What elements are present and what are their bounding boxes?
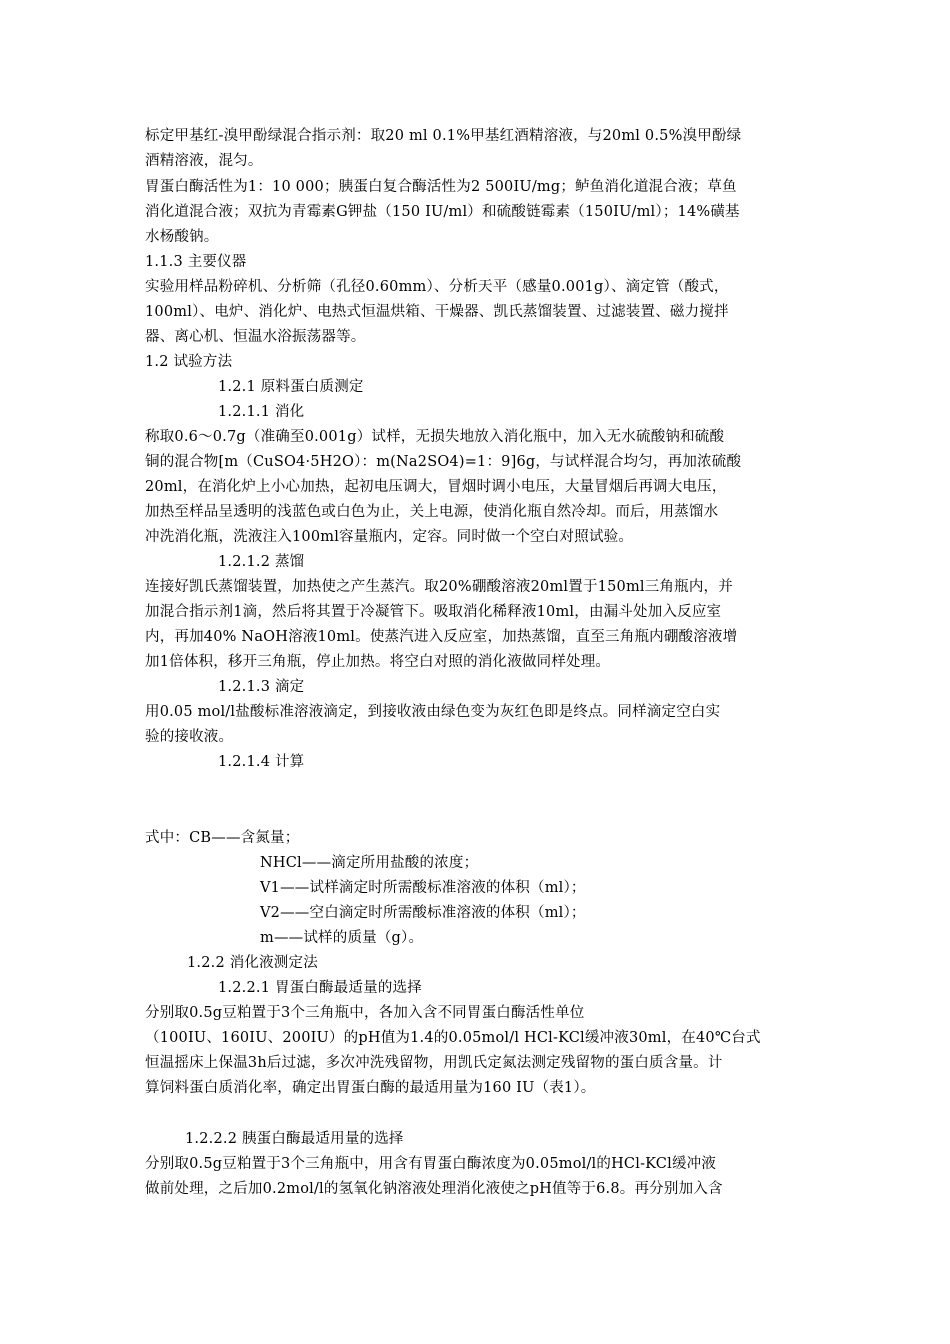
text-line: 连接好凯氏蒸馏装置，加热使之产生蒸汽。取20%硼酸溶液20ml置于150ml三角瓶内，并 (145, 579, 733, 595)
section-heading: 1.2.1.1 消化 (218, 404, 305, 420)
text-line: 标定甲基红-溴甲酚绿混合指示剂：取20 ml 0.1%甲基红酒精溶液，与20ml 0.5%溴甲酚绿 (145, 128, 742, 144)
section-heading: 1.2.1.3 滴定 (218, 679, 305, 695)
section-heading: 1.2.1.4 计算 (218, 754, 305, 770)
text-line: 水杨酸钠。 (145, 229, 219, 245)
text-line: 铜的混合物[m（CuSO4·5H2O）：m(Na2SO4)=1：9]6g，与试样混合均匀，再加浓硫酸 (145, 454, 742, 470)
text-line: 内，再加40% NaOH溶液10ml。使蒸汽进入反应室，加热蒸馏，直至三角瓶内硼酸溶液增 (145, 629, 738, 645)
text-line: 做前处理，之后加0.2mol/l的氢氧化钠溶液处理消化液使之pH值等于6.8。再分别加入含 (145, 1181, 723, 1197)
text-line: 分别取0.5g豆粕置于3个三角瓶中，各加入含不同胃蛋白酶活性单位 (145, 1005, 585, 1021)
text-line: 加混合指示剂1滴，然后将其置于冷凝管下。吸取消化稀释液10ml，由漏斗处加入反应室 (145, 604, 722, 620)
section-heading: 1.1.3 主要仪器 (145, 254, 247, 270)
section-heading: 1.2 试验方法 (145, 354, 233, 370)
section-heading: 1.2.1 原料蛋白质测定 (218, 379, 364, 395)
text-line: 恒温摇床上保温3h后过滤，多次冲洗残留物，用凯氏定氮法测定残留物的蛋白质含量。计 (145, 1055, 723, 1071)
text-line: 100ml）、电炉、消化炉、电热式恒温烘箱、干燥器、凯氏蒸馏装置、过滤装置、磁力搅拌 (145, 304, 729, 320)
text-line: 胃蛋白酶活性为1：10 000；胰蛋白复合酶活性为2 500IU/mg；鲈鱼消化道混合液；草鱼 (145, 179, 737, 195)
section-heading: 1.2.2.2 胰蛋白酶最适用量的选择 (185, 1131, 404, 1147)
section-heading: 1.2.1.2 蒸馏 (218, 554, 305, 570)
text-line: 器、离心机、恒温水浴振荡器等。 (145, 329, 366, 345)
text-line: m——试样的质量（g）。 (260, 930, 424, 946)
text-line: 分别取0.5g豆粕置于3个三角瓶中，用含有胃蛋白酶浓度为0.05mol/l的HCl-KCl缓冲液 (145, 1156, 717, 1172)
text-line: （100IU、160IU、200IU）的pH值为1.4的0.05mol/l HCl-KCl缓冲液30ml，在40℃台式 (145, 1030, 761, 1046)
text-line: 式中：CB——含氮量； (145, 830, 300, 846)
text-line: 加热至样品呈透明的浅蓝色或白色为止，关上电源，使消化瓶自然冷却。而后，用蒸馏水 (145, 504, 719, 520)
text-line: 冲洗消化瓶，洗液注入100ml容量瓶内，定容。同时做一个空白对照试验。 (145, 529, 634, 545)
text-line: 验的接收液。 (145, 729, 234, 745)
section-heading: 1.2.2 消化液测定法 (187, 955, 318, 971)
text-line: 实验用样品粉碎机、分析筛（孔径0.60mm）、分析天平（感量0.001g）、滴定管（酸式， (145, 279, 729, 295)
text-line: NHCl——滴定所用盐酸的浓度； (260, 855, 479, 871)
text-line: 酒精溶液，混匀。 (145, 153, 263, 169)
text-line: V2——空白滴定时所需酸标准溶液的体积（ml）； (260, 905, 586, 921)
text-line: 称取0.6～0.7g（准确至0.001g）试样，无损失地放入消化瓶中，加入无水硫酸钠和硫酸 (145, 429, 725, 445)
section-heading: 1.2.2.1 胃蛋白酶最适量的选择 (218, 980, 422, 996)
text-line: 用0.05 mol/l盐酸标准溶液滴定，到接收液由绿色变为灰红色即是终点。同样滴定空白实 (145, 704, 721, 720)
text-line: 加1倍体积，移开三角瓶，停止加热。将空白对照的消化液做同样处理。 (145, 654, 611, 670)
text-line: 消化道混合液；双抗为青霉素G钾盐（150 IU/ml）和硫酸链霉素（150IU/ml）；14%磺基 (145, 204, 740, 220)
text-line: V1——试样滴定时所需酸标准溶液的体积（ml）； (260, 880, 586, 896)
text-line: 20ml，在消化炉上小心加热，起初电压调大，冒烟时调小电压，大量冒烟后再调大电压， (145, 479, 727, 495)
text-line: 算饲料蛋白质消化率，确定出胃蛋白酶的最适用量为160 IU（表1）。 (145, 1080, 596, 1096)
